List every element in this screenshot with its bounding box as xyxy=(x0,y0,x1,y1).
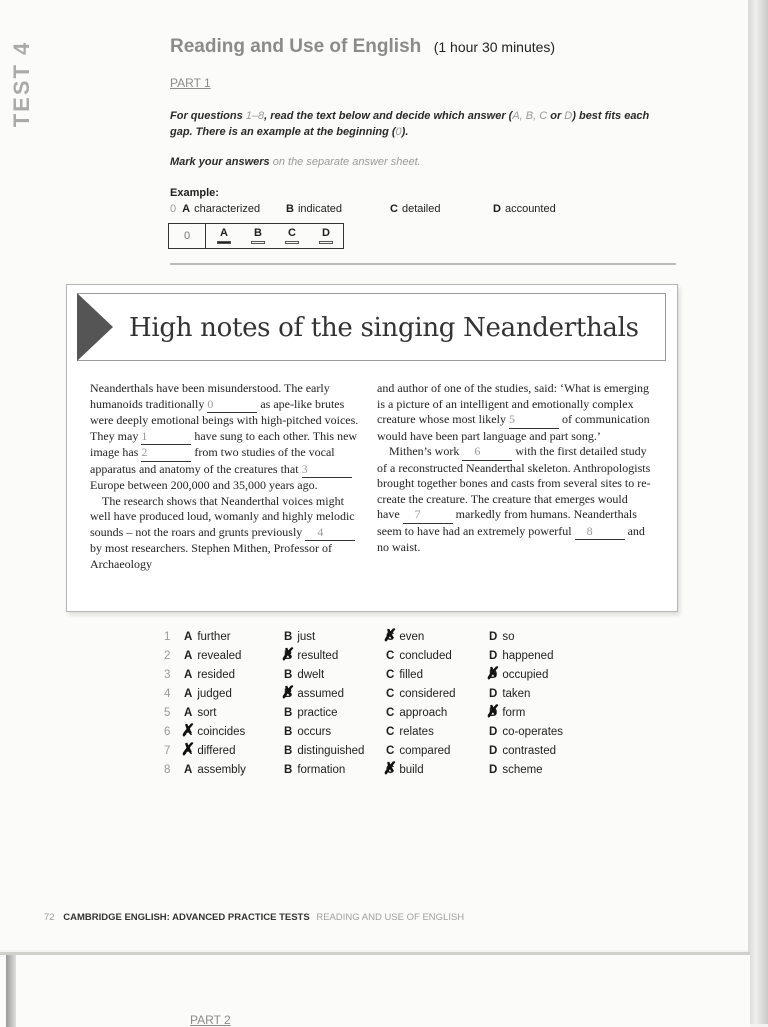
article-box xyxy=(66,284,678,612)
option-text: resulted xyxy=(297,650,339,662)
next-page xyxy=(0,952,750,1027)
text: as ape-like brutes were deeply emotional beings with high-pitched voices. They may xyxy=(90,396,359,443)
answer-option-a xyxy=(184,707,216,719)
option-text: distinguished xyxy=(297,745,365,757)
option-letter: A ✗ xyxy=(184,726,192,738)
answer-option-b xyxy=(284,669,324,681)
footer-section: READING AND USE OF ENGLISH xyxy=(316,912,465,923)
option-text: taken xyxy=(502,688,531,700)
option-text: occurs xyxy=(297,726,332,738)
instructions xyxy=(170,108,670,140)
side-tab xyxy=(6,34,38,134)
text: markedly from humans. Neanderthals seem to have had an extremely powerful xyxy=(377,507,637,538)
option-text: contrasted xyxy=(502,745,557,757)
option-letter: D ✗ xyxy=(489,669,497,681)
gap-7 xyxy=(403,507,453,524)
option-letter: D xyxy=(489,650,498,662)
answer-option-d xyxy=(489,669,548,681)
gap-6 xyxy=(462,444,512,461)
article-column-2 xyxy=(377,381,653,556)
answer-option-a xyxy=(184,631,231,643)
article-column-1 xyxy=(90,381,366,572)
text: with the first detailed study of a reconstructed Neanderthal skeleton. Anthropologists brought together bones and casts from several sites to re-create the creature. The creature that emerges would have xyxy=(377,444,651,521)
option-letter: A xyxy=(184,764,193,776)
option-text: approach xyxy=(399,707,448,719)
gap-4 xyxy=(305,525,355,542)
gap-number: 7 xyxy=(414,507,421,521)
box-mark-d xyxy=(319,241,333,244)
question-number: 2 xyxy=(164,650,171,662)
option-text: compared xyxy=(399,745,451,757)
gap-number: 6 xyxy=(474,444,481,458)
answer-option-d xyxy=(489,650,553,662)
example-num: 0 xyxy=(170,203,177,215)
answer-option-b xyxy=(284,745,364,757)
option-letter: A ✗ xyxy=(184,745,192,757)
answer-option-c xyxy=(386,688,456,700)
option-letter: D xyxy=(493,203,501,215)
answer-row xyxy=(164,650,584,668)
option-letter: C xyxy=(386,707,395,719)
text: Europe between 200,000 and 35,000 years ago. xyxy=(90,478,318,492)
option-letter: B ✗ xyxy=(284,688,292,700)
text: Mithen’s work xyxy=(389,444,463,458)
option-letter: D xyxy=(489,726,498,738)
option-letter: D ✗ xyxy=(489,707,497,719)
option-text: even xyxy=(399,631,425,643)
answer-row xyxy=(164,745,584,763)
option-text: build xyxy=(399,764,424,776)
instr-zero: 0 xyxy=(395,126,402,138)
option-text: formation xyxy=(297,764,346,776)
answer-option-d xyxy=(489,726,563,738)
text: have sung to each other. This new image has xyxy=(90,428,358,459)
option-letter: A xyxy=(184,707,193,719)
answer-option-c xyxy=(386,726,434,738)
option-letter: C xyxy=(386,726,395,738)
text: and no waist. xyxy=(377,523,645,554)
option-text: coincides xyxy=(197,726,246,738)
answer-option-a xyxy=(184,650,241,662)
box-letter-b: B xyxy=(254,227,262,239)
gap-2 xyxy=(141,445,191,462)
option-text: just xyxy=(297,631,316,643)
question-number: 1 xyxy=(164,631,171,643)
question-number: 5 xyxy=(164,707,171,719)
option-letter: D xyxy=(489,688,498,700)
option-text: dwelt xyxy=(297,669,325,681)
option-text: revealed xyxy=(197,650,242,662)
option-letter: B xyxy=(284,707,293,719)
answer-option-b xyxy=(284,650,338,662)
answer-row xyxy=(164,669,584,687)
mark-text: Mark your answers xyxy=(170,156,270,168)
option-letter: B xyxy=(286,203,294,215)
article-paragraph xyxy=(377,381,653,444)
option-letter: A xyxy=(182,203,191,215)
answer-option-c xyxy=(386,745,450,757)
option-text: considered xyxy=(399,688,456,700)
example-box-num: 0 xyxy=(169,224,206,248)
box-mark-a-filled xyxy=(217,241,231,244)
page-title xyxy=(170,36,555,58)
answer-option-c xyxy=(386,669,423,681)
text: The research shows that Neanderthal voices might well have produced loud, womanly and highly melodic sounds – not the roars and grunts previously xyxy=(90,493,355,539)
option-text: filled xyxy=(399,669,423,681)
gap-number: 1 xyxy=(141,428,148,443)
gap-number: 2 xyxy=(141,445,148,459)
instr-option-d: D xyxy=(564,110,573,122)
option-text: co-operates xyxy=(502,726,564,738)
question-number: 6 xyxy=(164,726,171,738)
side-tab-label: TEST 4 xyxy=(9,40,34,128)
option-letter: C xyxy=(386,650,395,662)
option-text: assembly xyxy=(197,764,246,776)
answer-option-a xyxy=(184,726,245,738)
option-letter: D xyxy=(489,631,498,643)
text: and author of one of the studies, said: ‘What is emerging is a picture of an intelligent and emotionally complex creature whose most likely xyxy=(377,381,650,426)
question-number: 8 xyxy=(164,764,171,776)
example-option-c xyxy=(390,203,441,215)
instr-text: or xyxy=(547,110,565,122)
instr-text: , read the text below and decide which answer ( xyxy=(264,110,513,122)
gap-number: 5 xyxy=(508,412,515,426)
box-letter-d: D xyxy=(322,227,330,239)
answer-option-a xyxy=(184,669,235,681)
answer-option-a xyxy=(184,764,246,776)
answer-option-a xyxy=(184,745,235,757)
gap-5 xyxy=(509,412,559,429)
question-number: 4 xyxy=(164,688,171,700)
option-text: differed xyxy=(197,745,236,757)
option-text: judged xyxy=(197,688,232,700)
answer-option-d xyxy=(489,745,556,757)
option-text: happened xyxy=(502,650,554,662)
gap-0 xyxy=(207,397,257,414)
answer-option-d xyxy=(489,764,543,776)
option-text: so xyxy=(502,631,515,643)
option-letter: A xyxy=(184,669,193,681)
option-letter: B xyxy=(284,764,293,776)
option-text: sort xyxy=(197,707,217,719)
instr-text: ) best fits each gap. There is an example at the beginning ( xyxy=(170,110,650,138)
option-letter: B xyxy=(284,745,293,757)
option-letter: D xyxy=(489,764,498,776)
answer-option-b xyxy=(284,726,331,738)
example-option-d xyxy=(493,203,556,215)
arrow-triangle-icon xyxy=(77,293,113,361)
part-2-heading: PART 2 xyxy=(190,1013,231,1027)
option-letter: B ✗ xyxy=(284,650,292,662)
option-letter: B xyxy=(284,726,293,738)
answer-row xyxy=(164,688,584,706)
option-letter: A xyxy=(184,688,193,700)
answer-option-d xyxy=(489,631,514,643)
option-letter: C xyxy=(386,745,395,757)
part-heading: PART 1 xyxy=(170,76,211,90)
option-text: detailed xyxy=(401,203,441,215)
box-mark-c xyxy=(285,241,299,244)
instr-options: A, B, C xyxy=(512,110,548,122)
page-footer xyxy=(44,912,464,923)
box-letter-a: A xyxy=(220,227,228,239)
instr-range: 1–8 xyxy=(245,110,265,122)
example-option-b xyxy=(286,203,342,215)
option-letter: C xyxy=(386,669,395,681)
section-title: Reading and Use of English xyxy=(170,36,422,57)
page-edge xyxy=(748,0,768,1024)
answer-option-b xyxy=(284,688,344,700)
divider xyxy=(170,263,676,265)
answer-option-c xyxy=(386,707,447,719)
answer-option-b xyxy=(284,764,345,776)
answer-option-c xyxy=(386,764,424,776)
answer-option-a xyxy=(184,688,232,700)
answer-row xyxy=(164,707,584,725)
answer-option-d xyxy=(489,688,530,700)
text: Neanderthals have been misunderstood. The early humanoids traditionally xyxy=(90,381,330,411)
answer-option-c xyxy=(386,631,424,643)
option-text: assumed xyxy=(297,688,344,700)
box-mark-b xyxy=(251,241,265,244)
answer-row xyxy=(164,726,584,744)
option-letter: D xyxy=(489,745,498,757)
gap-number: 0 xyxy=(207,396,214,411)
option-letter: C ✗ xyxy=(386,764,394,776)
option-text: concluded xyxy=(399,650,452,662)
option-text: accounted xyxy=(504,203,556,215)
article-paragraph xyxy=(90,381,366,494)
instr-text: For questions xyxy=(170,110,243,122)
gap-number: 8 xyxy=(586,523,593,538)
binding-spine xyxy=(6,955,16,1027)
text: by most researchers. Stephen Mithen, Professor of Archaeology xyxy=(90,541,332,571)
example-label: Example: xyxy=(170,187,219,199)
instr-text: ). xyxy=(401,126,409,138)
answer-option-b xyxy=(284,631,315,643)
text: from two studies of the vocal apparatus and anatomy of the creatures that xyxy=(90,445,335,476)
option-letter: A xyxy=(184,631,193,643)
gap-number: 4 xyxy=(317,524,324,539)
option-text: indicated xyxy=(297,203,342,215)
gap-number: 3 xyxy=(301,461,308,476)
gap-3 xyxy=(302,462,352,479)
article-paragraph xyxy=(377,444,653,556)
option-text: characterized xyxy=(194,203,261,215)
answer-row xyxy=(164,764,584,782)
option-text: scheme xyxy=(502,764,543,776)
option-letter: C xyxy=(386,688,395,700)
article-title: High notes of the singing Neanderthals xyxy=(129,313,639,343)
option-text: relates xyxy=(399,726,434,738)
option-text: resided xyxy=(197,669,236,681)
answer-option-c xyxy=(386,650,452,662)
box-letter-c: C xyxy=(288,227,296,239)
option-letter: A xyxy=(184,650,193,662)
answer-option-d xyxy=(489,707,525,719)
option-text: form xyxy=(502,707,526,719)
page-number: 72 xyxy=(44,912,55,923)
example-option-a xyxy=(170,203,260,215)
answer-option-b xyxy=(284,707,338,719)
article-paragraph xyxy=(90,494,366,573)
option-letter: B xyxy=(284,669,293,681)
question-number: 3 xyxy=(164,669,171,681)
text: of communication would have been part language and part song.’ xyxy=(377,412,650,443)
mark-text-grey: on the separate answer sheet. xyxy=(272,156,421,168)
option-letter: C xyxy=(390,203,398,215)
option-text: occupied xyxy=(502,669,549,681)
option-text: practice xyxy=(297,707,338,719)
gap-1 xyxy=(141,429,191,446)
question-number: 7 xyxy=(164,745,171,757)
section-duration: (1 hour 30 minutes) xyxy=(433,39,556,55)
mark-instruction xyxy=(170,156,421,168)
answer-row xyxy=(164,631,584,649)
footer-brand: CAMBRIDGE ENGLISH: ADVANCED PRACTICE TESTS xyxy=(63,912,310,923)
example-answer-box xyxy=(168,223,344,249)
option-letter: B xyxy=(284,631,293,643)
option-text: further xyxy=(197,631,231,643)
option-letter: C ✗ xyxy=(386,631,394,643)
gap-8 xyxy=(575,524,625,541)
